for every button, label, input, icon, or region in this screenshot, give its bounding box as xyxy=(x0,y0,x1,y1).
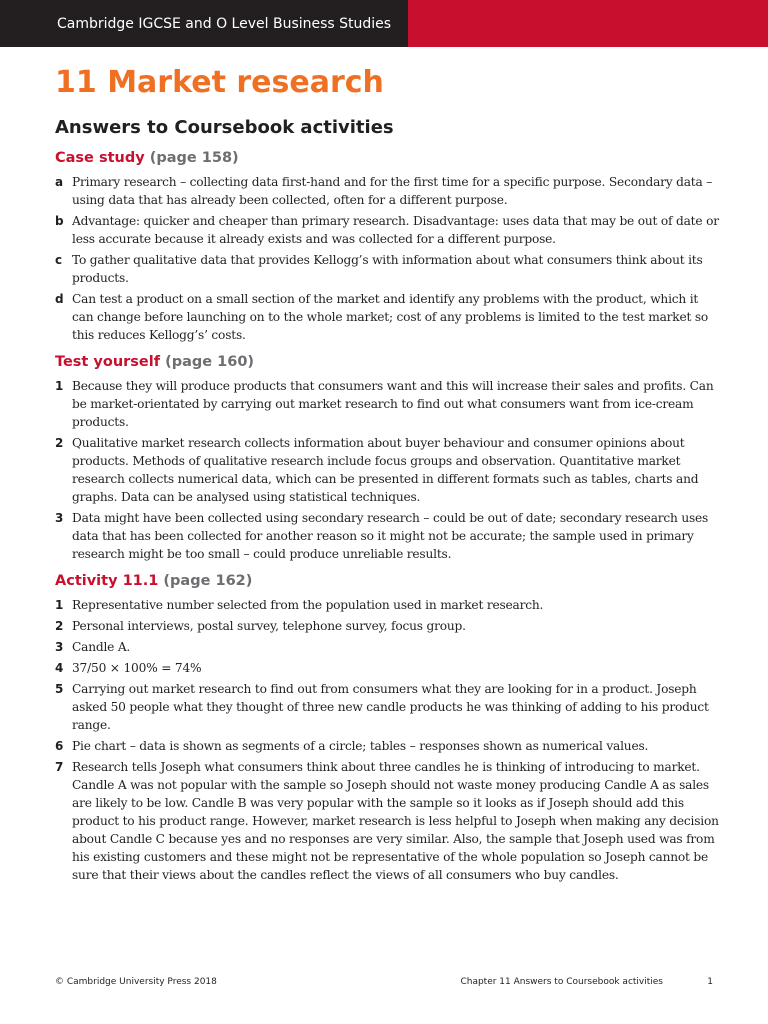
answer-marker: 2 xyxy=(55,436,64,450)
section-name: Activity 11.1 xyxy=(55,573,159,589)
answer-text: Data might have been collected using secondary research – could be out of date; secondary research uses data that has been collected for another reason so it might not be accurate; the sample used in primary research might be too small – could produce unreliable results. xyxy=(72,511,709,561)
chapter-title: 11 Market research xyxy=(55,65,384,100)
answer-item xyxy=(55,638,720,656)
answer-section xyxy=(55,571,720,884)
answer-item xyxy=(55,173,720,209)
answer-text: To gather qualitative data that provides Kellogg’s with information about what consumers think about its products. xyxy=(72,253,703,285)
page-content xyxy=(55,62,720,887)
header-bar xyxy=(0,0,768,47)
section-name: Case study xyxy=(55,150,145,166)
answer-item xyxy=(55,509,720,563)
answer-text: Representative number selected from the population used in market research. xyxy=(72,598,544,612)
answer-marker: b xyxy=(55,214,64,228)
book-title: Cambridge IGCSE and O Level Business Studies xyxy=(57,16,392,32)
answer-text: Because they will produce products that consumers want and this will increase their sales and profits. Can be market-orientated by carrying out market research to find out what consumers want from ice-cream products. xyxy=(72,379,714,429)
answer-item xyxy=(55,680,720,734)
answer-marker: d xyxy=(55,292,64,306)
answer-text: Carrying out market research to find out from consumers what they are looking for in a product. Joseph asked 50 people what they thought of three new candle products he was thinking of adding to his product range. xyxy=(72,682,709,732)
answer-marker: 1 xyxy=(55,379,64,393)
answer-marker: c xyxy=(55,253,62,267)
answer-marker: 7 xyxy=(55,760,64,774)
answer-list xyxy=(55,173,720,344)
answer-marker: 3 xyxy=(55,511,64,525)
section-name: Test yourself xyxy=(55,354,161,370)
answer-marker: 2 xyxy=(55,619,64,633)
answer-item xyxy=(55,596,720,614)
answer-marker: 5 xyxy=(55,682,64,696)
answer-item xyxy=(55,737,720,755)
section-page-ref: (page 162) xyxy=(163,573,253,589)
page-number: 1 xyxy=(707,977,713,987)
answer-marker: 3 xyxy=(55,640,64,654)
answer-item xyxy=(55,377,720,431)
answer-text: Research tells Joseph what consumers think about three candles he is thinking of introducing to market. Candle A was not popular with the sample so Joseph should not waste money producing Candle A as sales are likely to be low. Candle B was very popular with the sample so it looks as if Joseph should add this product to his product range. However, market research is less helpful to Joseph when making any decision about Candle C because yes and no responses are very similar. Also, the sample that Joseph used was from his existing customers and these might not be representative of the whole population so Joseph cannot be sure that their views about the candles reflect the views of all consumers who buy candles. xyxy=(72,760,719,882)
header-accent-band xyxy=(408,0,768,47)
answer-item xyxy=(55,251,720,287)
answer-item xyxy=(55,659,720,677)
answer-item xyxy=(55,434,720,506)
answer-list xyxy=(55,596,720,884)
answer-section xyxy=(55,148,720,344)
answer-marker: 4 xyxy=(55,661,64,675)
page-footer xyxy=(55,977,713,991)
answer-text: Pie chart – data is shown as segments of a circle; tables – responses shown as numerical values. xyxy=(72,739,649,753)
section-heading xyxy=(55,352,720,372)
section-heading xyxy=(55,571,720,591)
answer-item xyxy=(55,212,720,248)
footer-chapter-ref: Chapter 11 Answers to Coursebook activities xyxy=(460,977,663,987)
answer-text: Primary research – collecting data first-hand and for the first time for a specific purpose. Secondary data – using data that has already been collected, often for a different purpose. xyxy=(72,175,713,207)
answer-item xyxy=(55,758,720,884)
answer-section xyxy=(55,352,720,563)
answer-text: Advantage: quicker and cheaper than primary research. Disadvantage: uses data that may be out of date or less accurate because it already exists and was collected for a different purpose. xyxy=(72,214,719,246)
answer-marker: 6 xyxy=(55,739,64,753)
page-subtitle: Answers to Coursebook activities xyxy=(55,117,394,138)
answer-text: Qualitative market research collects information about buyer behaviour and consumer opinions about products. Methods of qualitative research include focus groups and observation. Quantitative market research collects numerical data, which can be presented in different formats such as tables, charts and graphs. Data can be analysed using statistical techniques. xyxy=(72,436,699,504)
copyright-notice: © Cambridge University Press 2018 xyxy=(55,977,217,987)
section-page-ref: (page 160) xyxy=(165,354,255,370)
sections-container xyxy=(55,148,720,884)
answer-item xyxy=(55,617,720,635)
answer-item xyxy=(55,290,720,344)
section-page-ref: (page 158) xyxy=(149,150,239,166)
answer-list xyxy=(55,377,720,563)
answer-text: Can test a product on a small section of the market and identify any problems with the product, which it can change before launching on to the whole market; cost of any problems is limited to the test market so this reduces Kellogg’s’ costs. xyxy=(72,292,709,342)
answer-marker: 1 xyxy=(55,598,64,612)
answer-text: Candle A. xyxy=(72,640,131,654)
answer-text: 37/50 × 100% = 74% xyxy=(72,661,202,675)
answer-marker: a xyxy=(55,175,63,189)
answer-text: Personal interviews, postal survey, telephone survey, focus group. xyxy=(72,619,466,633)
section-heading xyxy=(55,148,720,168)
